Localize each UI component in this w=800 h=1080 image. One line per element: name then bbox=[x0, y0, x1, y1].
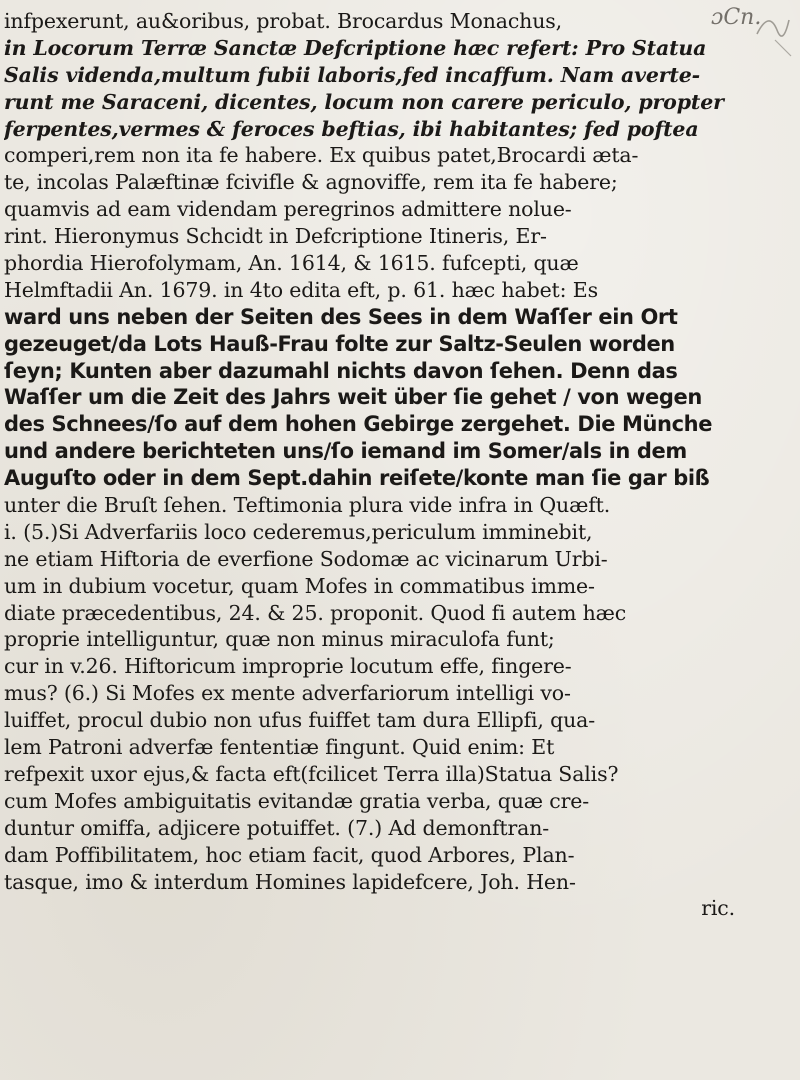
text-line: tasque, imo & interdum Homines lapidefcere, Joh. Hen- bbox=[4, 869, 576, 894]
text-line: cur in v.26. Hiftoricum improprie locutum effe, fingere- bbox=[4, 654, 572, 679]
text-line: Waſſer um die Zeit des Jahrs weit über ſie gehet / von wegen bbox=[4, 385, 702, 410]
text-line: quamvis ad eam videndam peregrinos admittere nolue- bbox=[4, 197, 572, 222]
text-line: infpexerunt, au&oribus, probat. Brocardus Monachus, bbox=[4, 9, 563, 33]
text-line: in Locorum Terræ Sanctæ Defcriptione hæc refert: Pro Statua bbox=[4, 35, 707, 60]
text-line: i. (5.)Si Adverfariis loco cederemus,periculum imminebit, bbox=[4, 519, 593, 544]
text-line: te, incolas Palæftinæ fcivifle & agnoviffe, rem ita fe habere; bbox=[4, 170, 618, 195]
text-line: Salis videnda,multum fubii laboris,fed incaffum. Nam averte- bbox=[4, 62, 700, 87]
svg-text:ɔCn.: ɔCn. bbox=[711, 5, 762, 30]
text-line: mus? (6.) Si Mofes ex mente adverfariorum intelligi vo- bbox=[4, 681, 571, 706]
text-line: gezeuget/da Lots Hauß-Frau folte zur Saltz-Seulen worden bbox=[4, 331, 675, 356]
text-line: proprie intelliguntur, quæ non minus miraculofa funt; bbox=[4, 627, 555, 652]
text-line: dam Poffibilitatem, hoc etiam facit, quod Arbores, Plan- bbox=[4, 842, 575, 867]
text-line: luiffet, procul dubio non ufus fuiffet tam dura Ellipfi, qua- bbox=[4, 708, 596, 733]
text-line: cum Mofes ambiguitatis evitandæ gratia verba, quæ cre- bbox=[4, 788, 589, 813]
text-line: des Schnees/ſo auf dem hohen Gebirge zergehet. Die Münche bbox=[4, 412, 713, 437]
page-text bbox=[4, 8, 790, 922]
text-line: lem Patroni adverfæ fententiæ fingunt. Quid enim: Et bbox=[4, 735, 555, 760]
text-line: refpexit uxor ejus,& facta eft(fcilicet Terra illa)Statua Salis? bbox=[4, 761, 619, 786]
text-line: runt me Saraceni, dicentes, locum non carere periculo, propter bbox=[4, 89, 724, 114]
text-line: diate præcedentibus, 24. & 25. proponit. Quod fi autem hæc bbox=[4, 600, 627, 625]
text-line: ward uns neben der Seiten des Sees in dem Waſſer ein Ort bbox=[4, 304, 678, 329]
text-line: Auguſto oder in dem Sept.dahin reiſete/konte man ſie gar biß bbox=[4, 466, 710, 491]
text-line: ne etiam Hiftoria de everfione Sodomæ ac vicinarum Urbi- bbox=[4, 546, 608, 571]
text-line: rint. Hieronymus Schcidt in Defcriptione Itineris, Er- bbox=[4, 224, 547, 249]
text-line: Helmftadii An. 1679. in 4to edita eft, p. 61. hæc habet: Es bbox=[4, 277, 598, 302]
text-line: um in dubium vocetur, quam Mofes in commatibus imme- bbox=[4, 573, 595, 598]
text-line: und andere berichteten uns/ſo iemand im Somer/als in dem bbox=[4, 439, 687, 464]
text-line: duntur omiffa, adjicere potuiffet. (7.) Ad demonftran- bbox=[4, 815, 550, 840]
text-line: ſeyn; Kunten aber dazumahl nichts davon ſehen. Denn das bbox=[4, 358, 678, 383]
text-line: unter die Bruſt ſehen. Teftimonia plura vide infra in Quæft. bbox=[4, 493, 611, 518]
text-line: comperi,rem non ita fe habere. Ex quibus patet,Brocardi æta- bbox=[4, 143, 639, 168]
catchword: ric. bbox=[701, 896, 735, 921]
text-line: phordia Hierofolymam, An. 1614, & 1615. fufcepti, quæ bbox=[4, 251, 579, 276]
text-line: ferpentes,vermes & feroces beftias, ibi habitantes; fed poftea bbox=[4, 116, 699, 141]
